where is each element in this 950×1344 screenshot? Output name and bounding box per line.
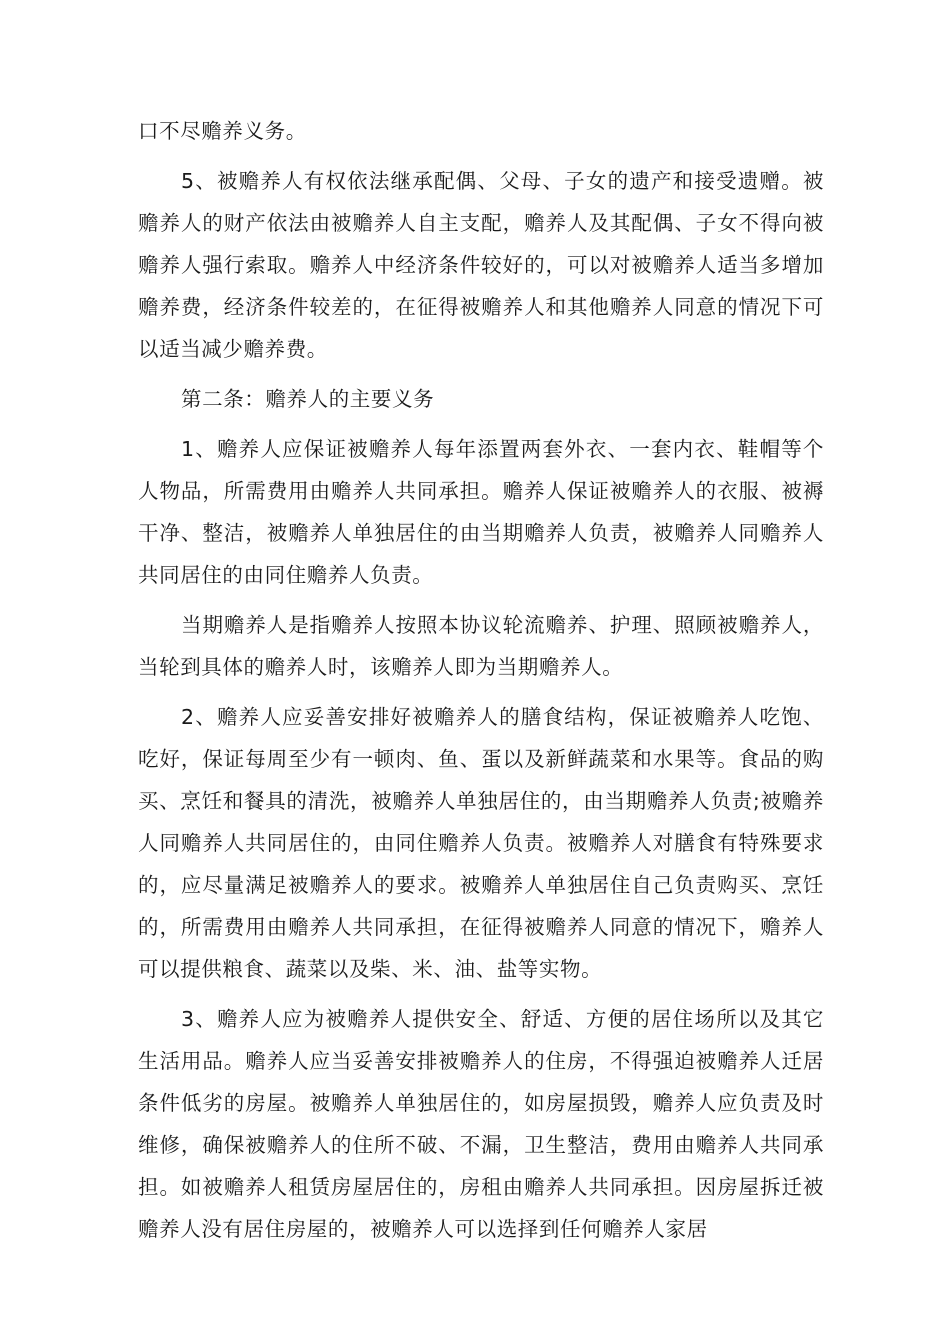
paragraph-item-3: 3、赡养人应为被赡养人提供安全、舒适、方便的居住场所以及其它生活用品。赡养人应当妥善安排被赡养人的住房，不得强迫被赡养人迁居条件低劣的房屋。被赡养人单独居住的，如房屋损毁，赡养人应负责及时维修，确保被赡养人的住所不破、不漏，卫生整洁，费用由赡养人共同承担。如被赡养人租赁房屋居住的，房租由赡养人共同承担。因房屋拆迁被赡养人没有居住房屋的，被赡养人可以选择到任何赡养人家居	[138, 1007, 824, 1241]
paragraph-definition: 当期赡养人是指赡养人按照本协议轮流赡养、护理、照顾被赡养人，当轮到具体的赡养人时，该赡养人即为当期赡养人。	[138, 613, 824, 679]
paragraph-item-2: 2、赡养人应妥善安排好被赡养人的膳食结构，保证被赡养人吃饱、吃好，保证每周至少有一顿肉、鱼、蛋以及新鲜蔬菜和水果等。食品的购买、烹饪和餐具的清洗，被赡养人单独居住的，由当期赡养人负责;被赡养人同赡养人共同居住的，由同住赡养人负责。被赡养人对膳食有特殊要求的，应尽量满足被赡养人的要求。被赡养人单独居住自己负责购买、烹饪的，所需费用由赡养人共同承担，在征得被赡养人同意的情况下，赡养人可以提供粮食、蔬菜以及柴、米、油、盐等实物。	[138, 705, 824, 981]
paragraph-item-5: 5、被赡养人有权依法继承配偶、父母、子女的遗产和接受遗赠。被赡养人的财产依法由被赡养人自主支配，赡养人及其配偶、子女不得向被赡养人强行索取。赡养人中经济条件较好的，可以对被赡养人适当多增加赡养费，经济条件较差的，在征得被赡养人和其他赡养人同意的情况下可以适当减少赡养费。	[138, 169, 824, 361]
paragraph-item-1: 1、赡养人应保证被赡养人每年添置两套外衣、一套内衣、鞋帽等个人物品，所需费用由赡养人共同承担。赡养人保证被赡养人的衣服、被褥干净、整洁，被赡养人单独居住的由当期赡养人负责，被赡养人同赡养人共同居住的由同住赡养人负责。	[138, 437, 824, 587]
document-page	[138, 110, 824, 1250]
paragraph-continuation: 口不尽赡养义务。	[138, 119, 307, 143]
section-heading-article-2: 第二条：赡养人的主要义务	[181, 387, 435, 411]
